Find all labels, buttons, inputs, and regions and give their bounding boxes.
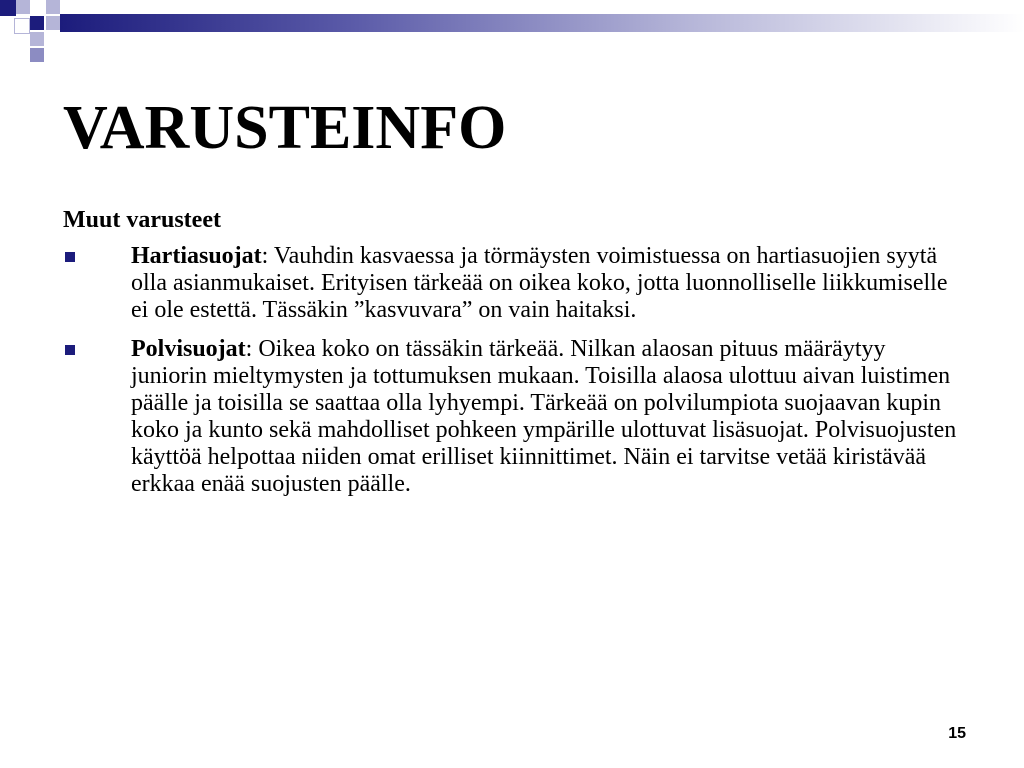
decor-square [30, 16, 44, 30]
bullet-term: Hartiasuojat [131, 243, 262, 269]
decor-square [0, 0, 16, 16]
bullet-item [63, 243, 963, 324]
square-bullet-icon [65, 252, 75, 262]
bullet-item [63, 336, 963, 498]
decor-square [16, 0, 30, 14]
decor-square [30, 32, 44, 46]
decor-square [14, 18, 30, 34]
slide-title: VARUSTEINFO [63, 94, 507, 162]
square-bullet-icon [65, 345, 75, 355]
header-gradient-bar [60, 14, 1024, 32]
section-subheading: Muut varusteet [63, 207, 221, 233]
decor-square [46, 0, 60, 14]
bullet-term: Polvisuojat [131, 336, 246, 362]
slide-content [63, 205, 963, 510]
decor-square [30, 48, 44, 62]
page-number: 15 [948, 725, 966, 742]
header-decoration [0, 0, 1024, 64]
decor-square [46, 16, 60, 30]
bullet-text: : Oikea koko on tässäkin tärkeää. Nilkan alaosan pituus määräytyy juniorin mieltymysten ja tottumuksen mukaan. Toisilla alaosa ulottuu aivan luistimen päälle ja toisilla se saattaa olla lyhyempi. Tärkeää on polvilumpiota suojaavan kupin koko ja kunto sekä mahdolliset pohkeen ympärille ulottuvat lisäsuojat. Polvisuojusten käyttöä helpottaa niiden omat erilliset kiinnittimet. Näin ei tarvitse vetää kiristävää erkkaa enää suojusten päälle. [131, 336, 957, 497]
bullet-text: : Vauhdin kasvaessa ja törmäysten voimistuessa on hartiasuojien syytä olla asianmukaiset. Erityisen tärkeää on oikea koko, jotta luonnolliselle liikkumiselle ei ole estettä. Tässäkin ”kasvuvara” on vain haitaksi. [131, 243, 948, 323]
